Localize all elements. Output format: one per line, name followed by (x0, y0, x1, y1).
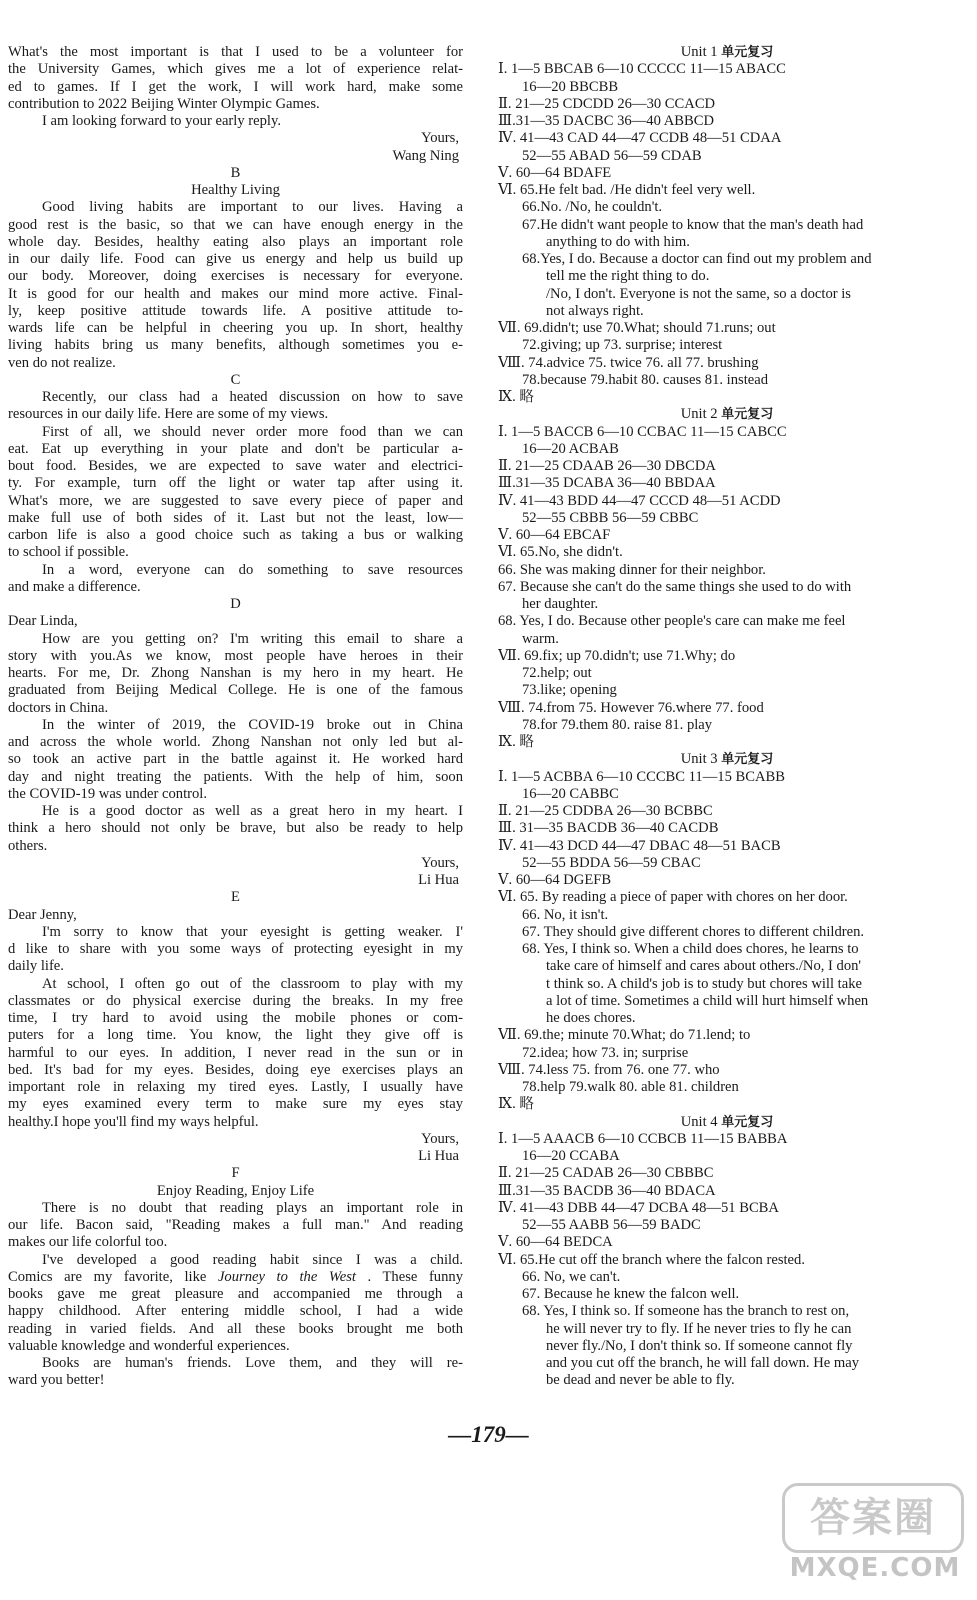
passage-line: What's the most important is that I used to be a volunteer for (8, 44, 463, 60)
passage-line: healthy.I hope you'll find my ways helpful. (8, 1113, 259, 1130)
answer-row: 67. Because he knew the falcon well. (522, 1286, 740, 1302)
passage-line: others. (8, 837, 48, 854)
unit-review-heading: Unit 2 单元复习 (680, 406, 774, 423)
passage-line: graduated from Beijing Medical College. He is one of the famous (8, 682, 463, 699)
answer-row: Ⅱ. 21—25 CADAB 26—30 CBBBC (498, 1165, 714, 1182)
answer-row: Ⅲ.31—35 DCABA 36—40 BBDAA (498, 475, 716, 492)
passage-line: so took an active part in the battle against it. He worked hard (8, 751, 463, 768)
answer-row: Ⅴ. 60—64 DGEFB (498, 872, 612, 888)
passage-line: Wang Ning (392, 147, 459, 164)
answer-row: 16—20 CCABA (522, 1148, 620, 1164)
answer-row: Ⅵ. 65. By reading a piece of paper with chores on her door. (498, 889, 848, 906)
passage-line: doctors in China. (8, 699, 109, 716)
reading-column (8, 44, 463, 1390)
passage-line: Comics are my favorite, like Journey to the West . These funny (8, 1268, 463, 1285)
passage-line: the University Games, which gives me a lot of experience relat- (8, 61, 463, 78)
passage-line: classmates or do physical exercise during the breaks. In my free (8, 992, 463, 1009)
answer-row: never fly./No, I don't think so. If someone cannot fly (546, 1337, 853, 1354)
passage-line: and across the whole world. Zhong Nanshan not only led but al- (8, 734, 463, 750)
passage-line: Yours, (421, 130, 459, 147)
answer-row: Ⅲ.31—35 BACDB 36—40 BDACA (498, 1182, 716, 1199)
answer-row: 78.for 79.them 80. raise 81. play (522, 716, 713, 733)
passage-line: Dear Jenny, (8, 906, 77, 923)
passage-line: In a word, everyone can do something to save resources (42, 561, 463, 578)
passage-line: First of all, we should never order more food than we can (42, 423, 463, 440)
answer-row: he will never try to fly. If he never tries to fly he can (546, 1320, 852, 1337)
passage-line: Li Hua (418, 872, 459, 888)
passage-line: living habits bring us many benefits, although sometimes you e- (8, 337, 463, 354)
answer-row: 52—55 AABB 56—59 BADC (522, 1217, 701, 1233)
passage-line: Yours, (421, 1130, 459, 1147)
passage-line: He is a good doctor as well as a great hero in my heart. I (42, 803, 463, 819)
answer-row: Ⅳ. 41—43 CAD 44—47 CCDB 48—51 CDAA (498, 130, 782, 147)
answer-row: Ⅳ. 41—43 DCD 44—47 DBAC 48—51 BACB (498, 837, 781, 854)
passage-line: Books are human's friends. Love them, and they will re- (42, 1355, 463, 1371)
answer-row: 52—55 ABAD 56—59 CDAB (522, 147, 702, 164)
answer-row: 66. No, it isn't. (522, 906, 609, 923)
passage-heading: B (230, 164, 241, 181)
answer-row: 66.No. /No, he couldn't. (522, 199, 663, 216)
answer-row: a lot of time. Sometimes a child will hurt himself when (546, 992, 869, 1009)
answer-row: he does chores. (546, 1010, 636, 1026)
passage-line: reading in varied fields. And all these books brought me both (8, 1320, 463, 1337)
passage-line: whole day. Besides, healthy eating also plays an important role (8, 233, 463, 250)
passage-line: hearts. For me, Dr. Zhong Nanshan is my hero in my heart. He (8, 665, 463, 681)
answer-row: 16—20 ACBAB (522, 440, 619, 457)
answer-row: 16—20 CABBC (522, 785, 619, 802)
passage-line: Recently, our class had a heated discussion on how to save (42, 389, 463, 405)
passage-line: At school, I often go out of the classroom to play with my (42, 975, 463, 992)
passage-line: story with you.As we know, most people have heroes in their (8, 647, 463, 664)
passage-line: valuable knowledge and wonderful experiences. (8, 1337, 290, 1354)
passage-line: important role in relaxing my tired eyes. Lastly, I usually have (8, 1079, 463, 1095)
passage-line: books gave me great pleasure and accompanied me through a (8, 1286, 463, 1302)
answer-row: Ⅵ. 65.He felt bad. /He didn't feel very well. (498, 182, 756, 198)
passage-line: resources in our daily life. Here are some of my views. (8, 406, 329, 423)
passage-line: d like to share with you some ways of protecting eyesight in my (8, 941, 463, 957)
watermark-logo (782, 1483, 968, 1595)
passage-line: I've developed a good reading habit since I was a child. (42, 1251, 463, 1268)
answer-row: Ⅲ. 31—35 BACDB 36—40 CACDB (498, 820, 719, 837)
passage-heading: Enjoy Reading, Enjoy Life (156, 1182, 315, 1199)
answer-row: 68. Yes, I do. Because other people's care can make me feel (498, 613, 846, 630)
passage-line: in our daily life. Food can give us energy and help us build up (8, 251, 463, 267)
answer-row: 66. She was making dinner for their neighbor. (498, 561, 766, 578)
answer-row: 52—55 CBBB 56—59 CBBC (522, 509, 699, 526)
answer-row: 67.He didn't want people to know that the man's death had (522, 216, 864, 233)
passage-line: What's more, we are suggested to save every piece of paper and (8, 492, 463, 509)
unit-review-heading: Unit 4 单元复习 (680, 1113, 774, 1130)
passage-line: day and night treating the patients. With the help of him, soon (8, 768, 463, 785)
passage-line: ty. For example, turn off the light or water tap after using it. (8, 475, 463, 492)
answer-row: Ⅴ. 60—64 EBCAF (498, 527, 611, 543)
passage-line: carbon life is also a good choice such as taking a bus or walking (8, 527, 463, 543)
passage-line: bed. It's bad for my eyes. Besides, doing eye exercises plays an (8, 1061, 463, 1078)
page-number: —179— (448, 1422, 529, 1447)
passage-line: harmful to our eyes. In addition, I never read in the sun or in (8, 1044, 463, 1061)
passage-line: There is no doubt that reading plays an important role in (42, 1199, 463, 1216)
passage-line: Yours, (421, 854, 459, 871)
answer-row: Ⅴ. 60—64 BEDCA (498, 1234, 613, 1251)
answer-row: take care of himself and cares about others./No, I don' (546, 958, 862, 975)
answer-row: 68. Yes, I think so. If someone has the branch to rest on, (522, 1303, 850, 1320)
passage-line: puters for a long time. You know, the light they give off is (8, 1027, 463, 1044)
passage-heading: C (230, 371, 241, 388)
passage-line: my eyes examined every term to make sure my eyes stay (8, 1096, 463, 1113)
answer-key-column (498, 44, 956, 1390)
answer-row: Ⅱ. 21—25 CDCDD 26—30 CCACD (498, 95, 716, 112)
answer-row: Ⅷ. 74.less 75. from 76. one 77. who (498, 1061, 720, 1078)
unit-review-heading: Unit 3 单元复习 (680, 751, 774, 768)
passage-line: the COVID-19 was under control. (8, 785, 207, 802)
answer-row: Ⅸ. 略 (498, 389, 534, 405)
answer-row: Ⅷ. 74.advice 75. twice 76. all 77. brushing (498, 354, 759, 371)
passage-line: makes our life colorful too. (8, 1234, 168, 1251)
passage-line: Dear Linda, (8, 613, 78, 630)
answer-row: not always right. (546, 302, 644, 319)
answer-row: 73.like; opening (522, 682, 617, 699)
answer-row: tell me the right thing to do. (546, 268, 710, 285)
answer-row: 67. Because she can't do the same things she used to do with (498, 578, 852, 595)
answer-row: /No, I don't. Everyone is not the same, so a doctor is (546, 285, 851, 302)
passage-line: I'm sorry to know that your eyesight is getting weaker. I' (42, 923, 463, 940)
answer-row: Ⅶ. 69.the; minute 70.What; do 71.lend; to (498, 1027, 751, 1044)
answer-row: 67. They should give different chores to different children. (522, 923, 865, 940)
answer-row: anything to do with him. (546, 233, 690, 250)
passage-line: ly, keep positive attitude towards life. A positive attitude to- (8, 302, 463, 319)
passage-line: our body. Moreover, doing exercises is necessary for everyone. (8, 268, 463, 285)
answer-row: 78.because 79.habit 80. causes 81. instead (522, 371, 768, 388)
watermark-site: MXQE.COM (789, 1553, 961, 1583)
passage-line: Good living habits are important to our lives. Having a (42, 199, 463, 216)
answer-row: Ⅵ. 65.No, she didn't. (498, 544, 623, 561)
passage-line: good rest is the basic, so that we can have enough energy in the (8, 216, 463, 233)
passage-line: bout food. Besides, we are expected to save water and electrici- (8, 458, 463, 474)
passage-line: ven do not realize. (8, 354, 116, 371)
passage-line: Li Hua (418, 1148, 459, 1164)
passage-line: I am looking forward to your early reply. (42, 113, 281, 129)
passage-line: In the winter of 2019, the COVID-19 broke out in China (42, 716, 463, 733)
passage-heading: E (231, 889, 240, 906)
passage-line: and make a difference. (8, 578, 141, 595)
answer-row: 68. Yes, I think so. When a child does chores, he learns to (522, 941, 859, 957)
answer-row: 66. No, we can't. (522, 1268, 621, 1285)
answer-row: Ⅳ. 41—43 DBB 44—47 DCBA 48—51 BCBA (498, 1199, 779, 1216)
passage-line: think a hero should not only be brave, but also be ready to help (8, 820, 463, 837)
answer-row: Ⅰ. 1—5 BBCAB 6—10 CCCCC 11—15 ABACC (498, 61, 786, 78)
answer-row: Ⅶ. 69.fix; up 70.didn't; use 71.Why; do (498, 647, 736, 664)
passage-heading: Healthy Living (191, 182, 280, 198)
answer-row: Ⅰ. 1—5 AAACB 6—10 CCBCB 11—15 BABBA (498, 1130, 788, 1147)
answer-row: Ⅱ. 21—25 CDAAB 26—30 DBCDA (498, 458, 716, 474)
answer-row: Ⅰ. 1—5 BACCB 6—10 CCBAC 11—15 CABCC (498, 423, 787, 440)
passage-line: ed to games. If I get the work, I will work hard, make some (8, 78, 463, 95)
unit-review-heading: Unit 1 单元复习 (680, 44, 774, 60)
answer-row: 72.giving; up 73. surprise; interest (522, 337, 723, 354)
answer-row: 68.Yes, I do. Because a doctor can find out my problem and (522, 251, 872, 267)
answer-row: Ⅳ. 41—43 BDD 44—47 CCCD 48—51 ACDD (498, 492, 781, 509)
answer-row: 72.idea; how 73. in; surprise (522, 1044, 689, 1061)
answer-row: 52—55 BDDA 56—59 CBAC (522, 854, 701, 871)
passage-line: our life. Bacon said, "Reading makes a full man." And reading (8, 1217, 463, 1233)
answer-row: and you cut off the branch, he will fall down. He may (546, 1355, 860, 1371)
passage-line: daily life. (8, 958, 64, 975)
passage-heading: F (231, 1165, 240, 1182)
answer-row: be dead and never be able to fly. (546, 1372, 735, 1389)
answer-row: 16—20 BBCBB (522, 78, 619, 95)
passage-line: How are you getting on? I'm writing this email to share a (42, 630, 463, 647)
answer-row: warm. (522, 630, 559, 647)
passage-line: wards life can be helpful in cheering you up. In short, healthy (8, 320, 463, 336)
passage-line: time, I try hard to avoid using the mobile phones or com- (8, 1010, 463, 1026)
passage-heading: D (230, 596, 241, 612)
answer-row: Ⅶ. 69.didn't; use 70.What; should 71.runs; out (498, 320, 776, 336)
passage-line: contribution to 2022 Beijing Winter Olympic Games. (8, 95, 320, 112)
passage-line: ward you better! (8, 1372, 105, 1389)
answer-row: Ⅱ. 21—25 CDDBA 26—30 BCBBC (498, 803, 713, 819)
answer-row: t think so. A child's job is to study but chores will take (546, 975, 862, 992)
answer-row: Ⅸ. 略 (498, 1096, 534, 1113)
passage-line: happy childhood. After entering middle school, I had a wide (8, 1303, 463, 1320)
answer-row: Ⅴ. 60—64 BDAFE (498, 164, 612, 181)
answer-row: Ⅵ. 65.He cut off the branch where the falcon rested. (498, 1251, 805, 1268)
answer-row: Ⅰ. 1—5 ACBBA 6—10 CCCBC 11—15 BCABB (498, 768, 786, 785)
watermark-badge: 答案圈 (782, 1483, 964, 1553)
answer-row: 78.help 79.walk 80. able 81. children (522, 1079, 739, 1095)
passage-line: to school if possible. (8, 544, 129, 561)
passage-line: It is good for our health and makes our mind more active. Final- (8, 285, 463, 302)
book-title: Journey to the West (217, 1268, 356, 1285)
answer-row: her daughter. (522, 596, 599, 612)
answer-row: Ⅸ. 略 (498, 734, 534, 750)
answer-row: Ⅲ.31—35 DACBC 36—40 ABBCD (498, 113, 714, 129)
passage-line: make full use of both sides of it. Last but not the least, low— (8, 509, 463, 526)
answer-row: 72.help; out (522, 665, 592, 681)
answer-row: Ⅷ. 74.from 75. However 76.where 77. food (498, 699, 764, 716)
passage-line: eat. Eat up everything in your plate and don't be particular a- (8, 440, 463, 457)
